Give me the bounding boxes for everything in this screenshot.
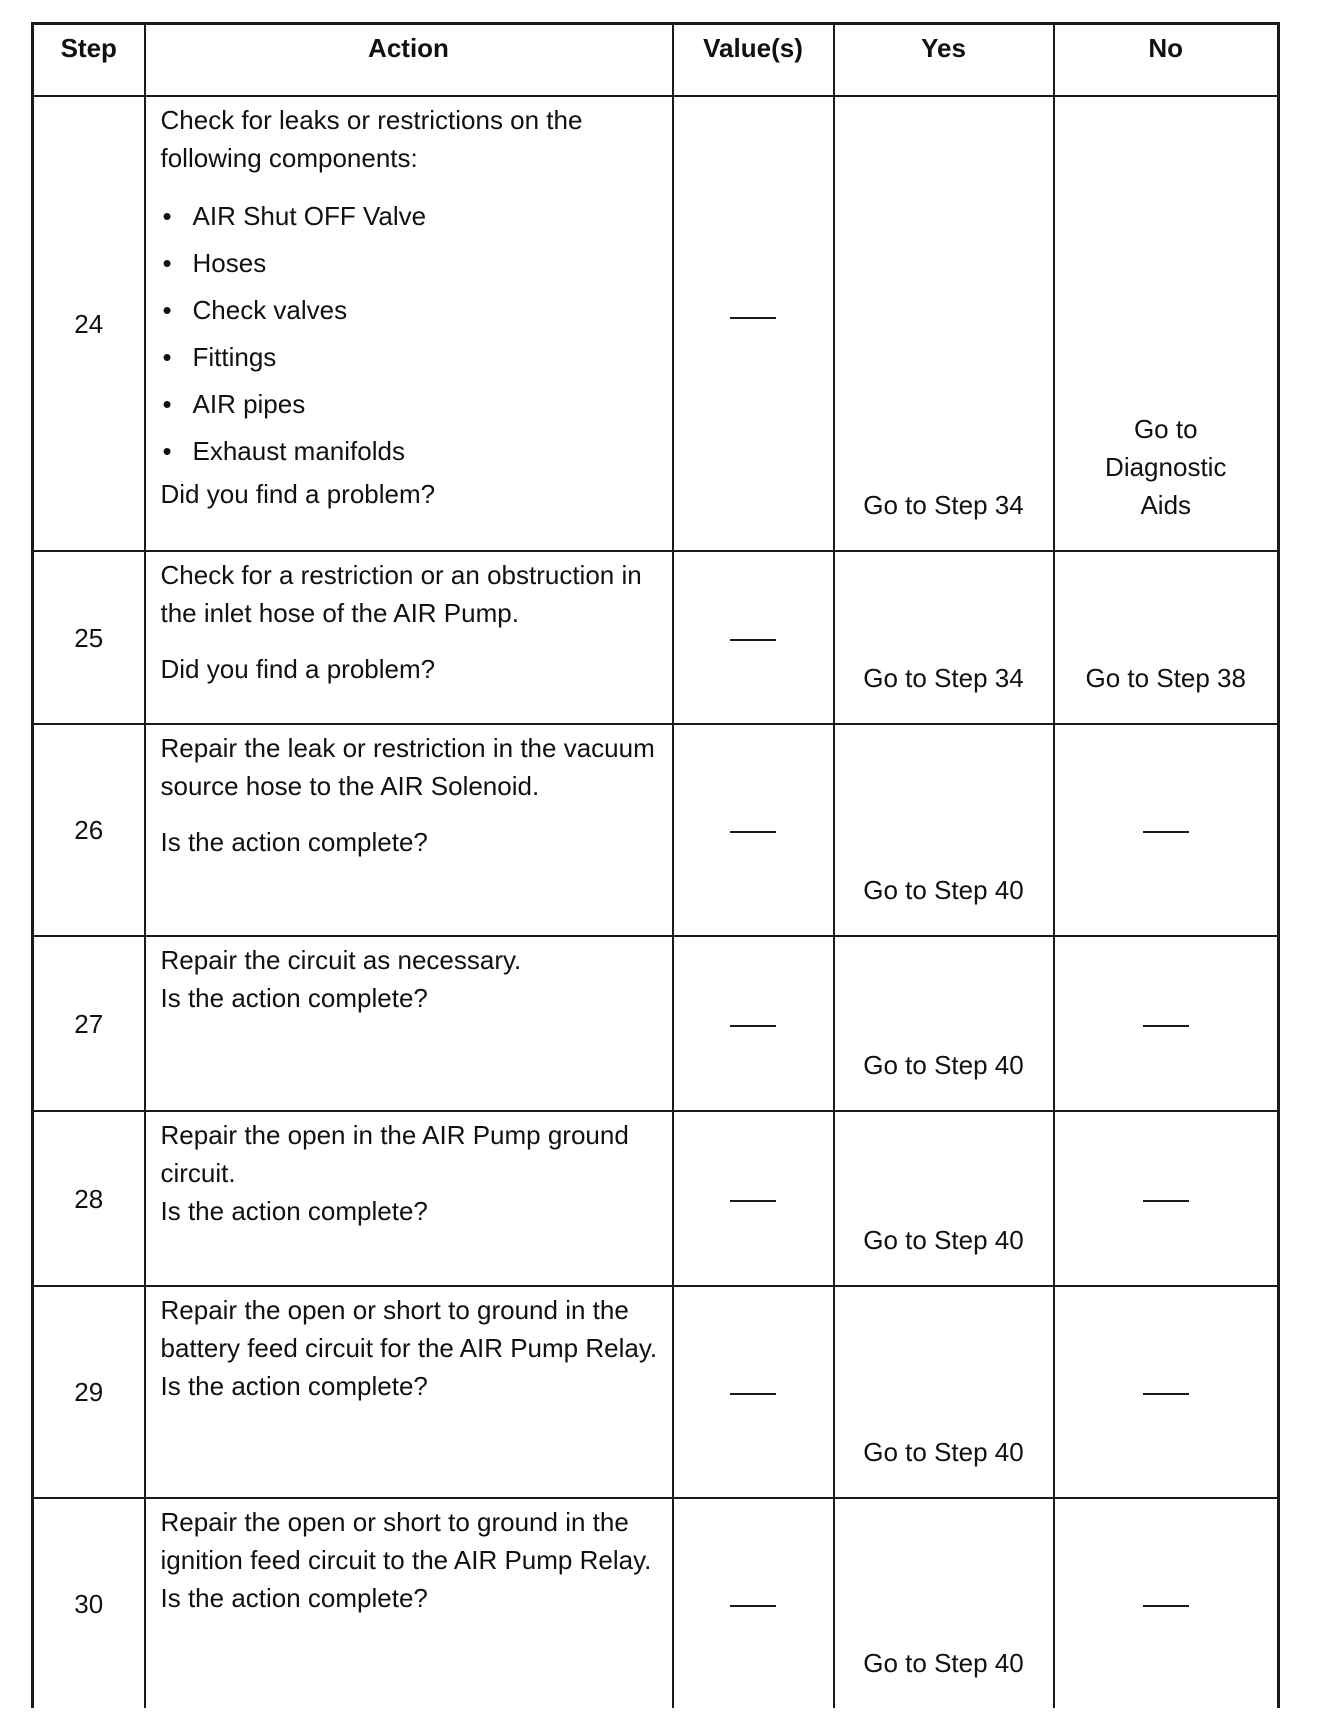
action-cell (145, 551, 673, 724)
values-cell (673, 1286, 834, 1498)
values-cell (673, 1498, 834, 1708)
values-cell (673, 936, 834, 1111)
table-row (33, 96, 1279, 551)
list-item-label: AIR Shut OFF Valve (192, 201, 427, 231)
diagnostic-table (31, 22, 1280, 1708)
list-item: • Fittings (162, 342, 277, 372)
action-question: Is the action complete? (160, 983, 428, 1013)
list-item-label: Exhaust manifolds (192, 436, 405, 466)
yes-cell: Go to Step 40 (834, 936, 1054, 1111)
action-question: Did you find a problem? (160, 654, 436, 684)
action-text: Check for a restriction or an obstruction in the inlet hose of the AIR Pump. (160, 560, 642, 628)
values-cell (673, 96, 834, 551)
header-action: Action (145, 24, 673, 97)
no-line: Diagnostic (1105, 452, 1227, 482)
no-cell (1054, 1286, 1279, 1498)
list-item: • AIR Shut OFF Valve (162, 201, 427, 231)
action-question: Is the action complete? (160, 827, 428, 857)
table-row (33, 724, 1279, 936)
action-cell (145, 1286, 673, 1498)
no-line: Go to (1133, 414, 1198, 444)
list-item-label: AIR pipes (192, 389, 306, 419)
action-text: Repair the leak or restriction in the vacuum source hose to the AIR Solenoid. (160, 733, 655, 801)
no-cell (1054, 96, 1279, 551)
no-line: Aids (1140, 490, 1192, 520)
header-no: No (1054, 24, 1279, 97)
empty-dash (730, 1025, 776, 1027)
list-item: • AIR pipes (162, 389, 306, 419)
step-number: 27 (33, 936, 145, 1111)
empty-dash (1143, 1393, 1189, 1395)
empty-dash (1143, 1605, 1189, 1607)
header-yes: Yes (834, 24, 1054, 97)
table-row (33, 551, 1279, 724)
table-row (33, 1286, 1279, 1498)
table-row (33, 1111, 1279, 1286)
list-item: • Hoses (162, 248, 267, 278)
action-question: Is the action complete? (160, 1196, 428, 1226)
values-cell (673, 724, 834, 936)
no-cell (1054, 1111, 1279, 1286)
empty-dash (730, 831, 776, 833)
action-text: Repair the open or short to ground in the ignition feed circuit to the AIR Pump Relay. (160, 1507, 652, 1575)
empty-dash (730, 1200, 776, 1202)
no-cell (1054, 724, 1279, 936)
component-list (161, 193, 662, 475)
values-cell (673, 551, 834, 724)
no-cell: Go to Step 38 (1054, 551, 1279, 724)
yes-cell: Go to Step 40 (834, 1111, 1054, 1286)
empty-dash (730, 317, 776, 319)
values-cell (673, 1111, 834, 1286)
action-cell (145, 1111, 673, 1286)
empty-dash (730, 639, 776, 641)
header-row (33, 24, 1279, 97)
action-text: Repair the circuit as necessary. (160, 945, 522, 975)
action-cell (145, 1498, 673, 1708)
empty-dash (1143, 1025, 1189, 1027)
action-text: Repair the open in the AIR Pump ground circuit. (160, 1120, 629, 1188)
no-cell (1054, 936, 1279, 1111)
empty-dash (1143, 831, 1189, 833)
action-cell (145, 96, 673, 551)
step-number: 24 (33, 96, 145, 551)
step-number: 29 (33, 1286, 145, 1498)
header-step: Step (33, 24, 145, 97)
empty-dash (1143, 1200, 1189, 1202)
header-values: Value(s) (673, 24, 834, 97)
action-text: Check for leaks or restrictions on the following components: (160, 105, 583, 173)
list-item: • Exhaust manifolds (162, 436, 405, 466)
step-number: 30 (33, 1498, 145, 1708)
list-item-label: Hoses (192, 248, 267, 278)
yes-cell: Go to Step 40 (834, 1286, 1054, 1498)
yes-cell: Go to Step 40 (834, 1498, 1054, 1708)
yes-cell: Go to Step 34 (834, 96, 1054, 551)
list-item-label: Check valves (192, 295, 348, 325)
action-question: Is the action complete? (160, 1371, 428, 1401)
list-item: • Check valves (162, 295, 348, 325)
step-number: 26 (33, 724, 145, 936)
no-cell (1054, 1498, 1279, 1708)
action-question: Is the action complete? (160, 1583, 428, 1613)
step-number: 28 (33, 1111, 145, 1286)
empty-dash (730, 1393, 776, 1395)
yes-cell: Go to Step 34 (834, 551, 1054, 724)
table-row (33, 936, 1279, 1111)
action-question: Did you find a problem? (160, 479, 436, 509)
table-row (33, 1498, 1279, 1708)
empty-dash (730, 1605, 776, 1607)
action-text: Repair the open or short to ground in the battery feed circuit for the AIR Pump Relay. (160, 1295, 658, 1363)
list-item-label: Fittings (192, 342, 277, 372)
action-cell (145, 936, 673, 1111)
action-cell (145, 724, 673, 936)
yes-cell: Go to Step 40 (834, 724, 1054, 936)
step-number: 25 (33, 551, 145, 724)
